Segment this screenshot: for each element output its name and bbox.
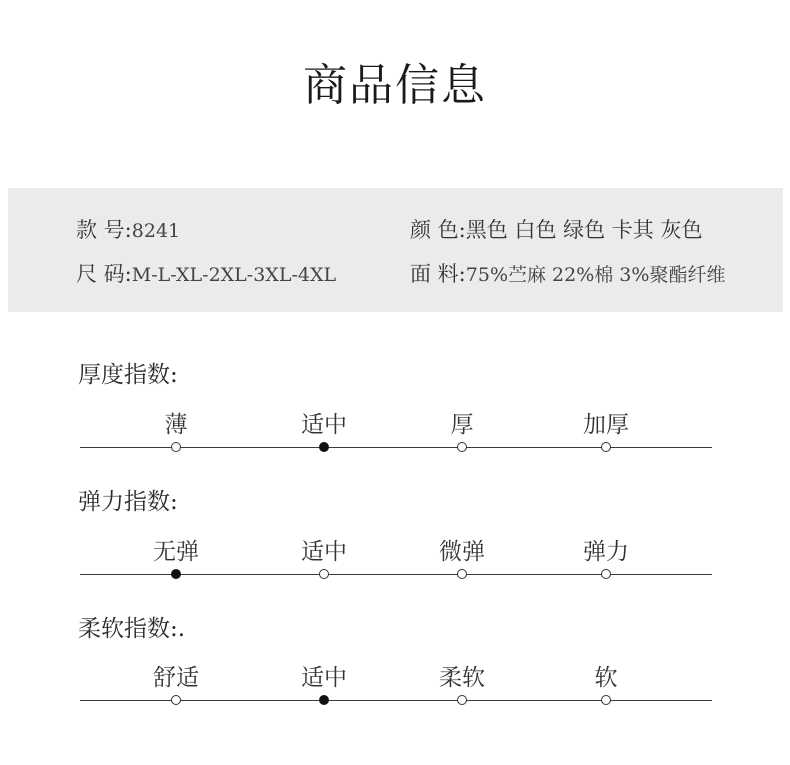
material-value: 75%苎麻 22%棉 3%聚酯纤维 [465,264,726,286]
elasticity-marker [601,569,611,579]
elasticity-marker [457,569,467,579]
elasticity-option: 适中 [301,539,347,565]
softness-scale [80,665,712,715]
style-number-label: 款 号: [76,218,132,242]
style-number-value: 8241 [131,220,181,242]
softness-option: 适中 [301,665,347,691]
thickness-marker [601,442,611,452]
size-label: 尺 码: [76,262,132,286]
elasticity-title: 弹力指数: [78,489,178,515]
thickness-scale [80,412,712,462]
color-label: 颜 色: [410,218,466,242]
thickness-marker [171,442,181,452]
color-row [410,216,702,244]
thickness-marker [319,442,329,452]
softness-option: 柔软 [439,665,485,691]
softness-marker [457,695,467,705]
softness-title: 柔软指数:. [78,616,186,642]
elasticity-marker [319,569,329,579]
thickness-option: 加厚 [583,412,629,438]
softness-marker [601,695,611,705]
thickness-marker [457,442,467,452]
material-row [410,260,725,289]
thickness-option: 适中 [301,412,347,438]
elasticity-option: 无弹 [153,539,199,565]
material-label: 面 料: [410,262,466,286]
softness-option: 软 [594,665,618,691]
elasticity-scale [80,539,712,589]
size-row [76,260,336,289]
elasticity-option: 微弹 [439,539,485,565]
page-title: 商品信息 [303,60,487,111]
product-info-panel [8,188,783,312]
elasticity-option: 弹力 [583,539,629,565]
elasticity-marker [171,569,181,579]
softness-option: 舒适 [153,665,199,691]
size-value: M-L-XL-2XL-3XL-4XL [131,264,337,286]
thickness-option: 厚 [450,412,474,438]
style-number-row [76,216,180,245]
softness-marker [319,695,329,705]
color-value: 黑色 白色 绿色 卡其 灰色 [465,218,703,242]
thickness-option: 薄 [164,412,188,438]
thickness-title: 厚度指数: [78,362,178,388]
softness-marker [171,695,181,705]
